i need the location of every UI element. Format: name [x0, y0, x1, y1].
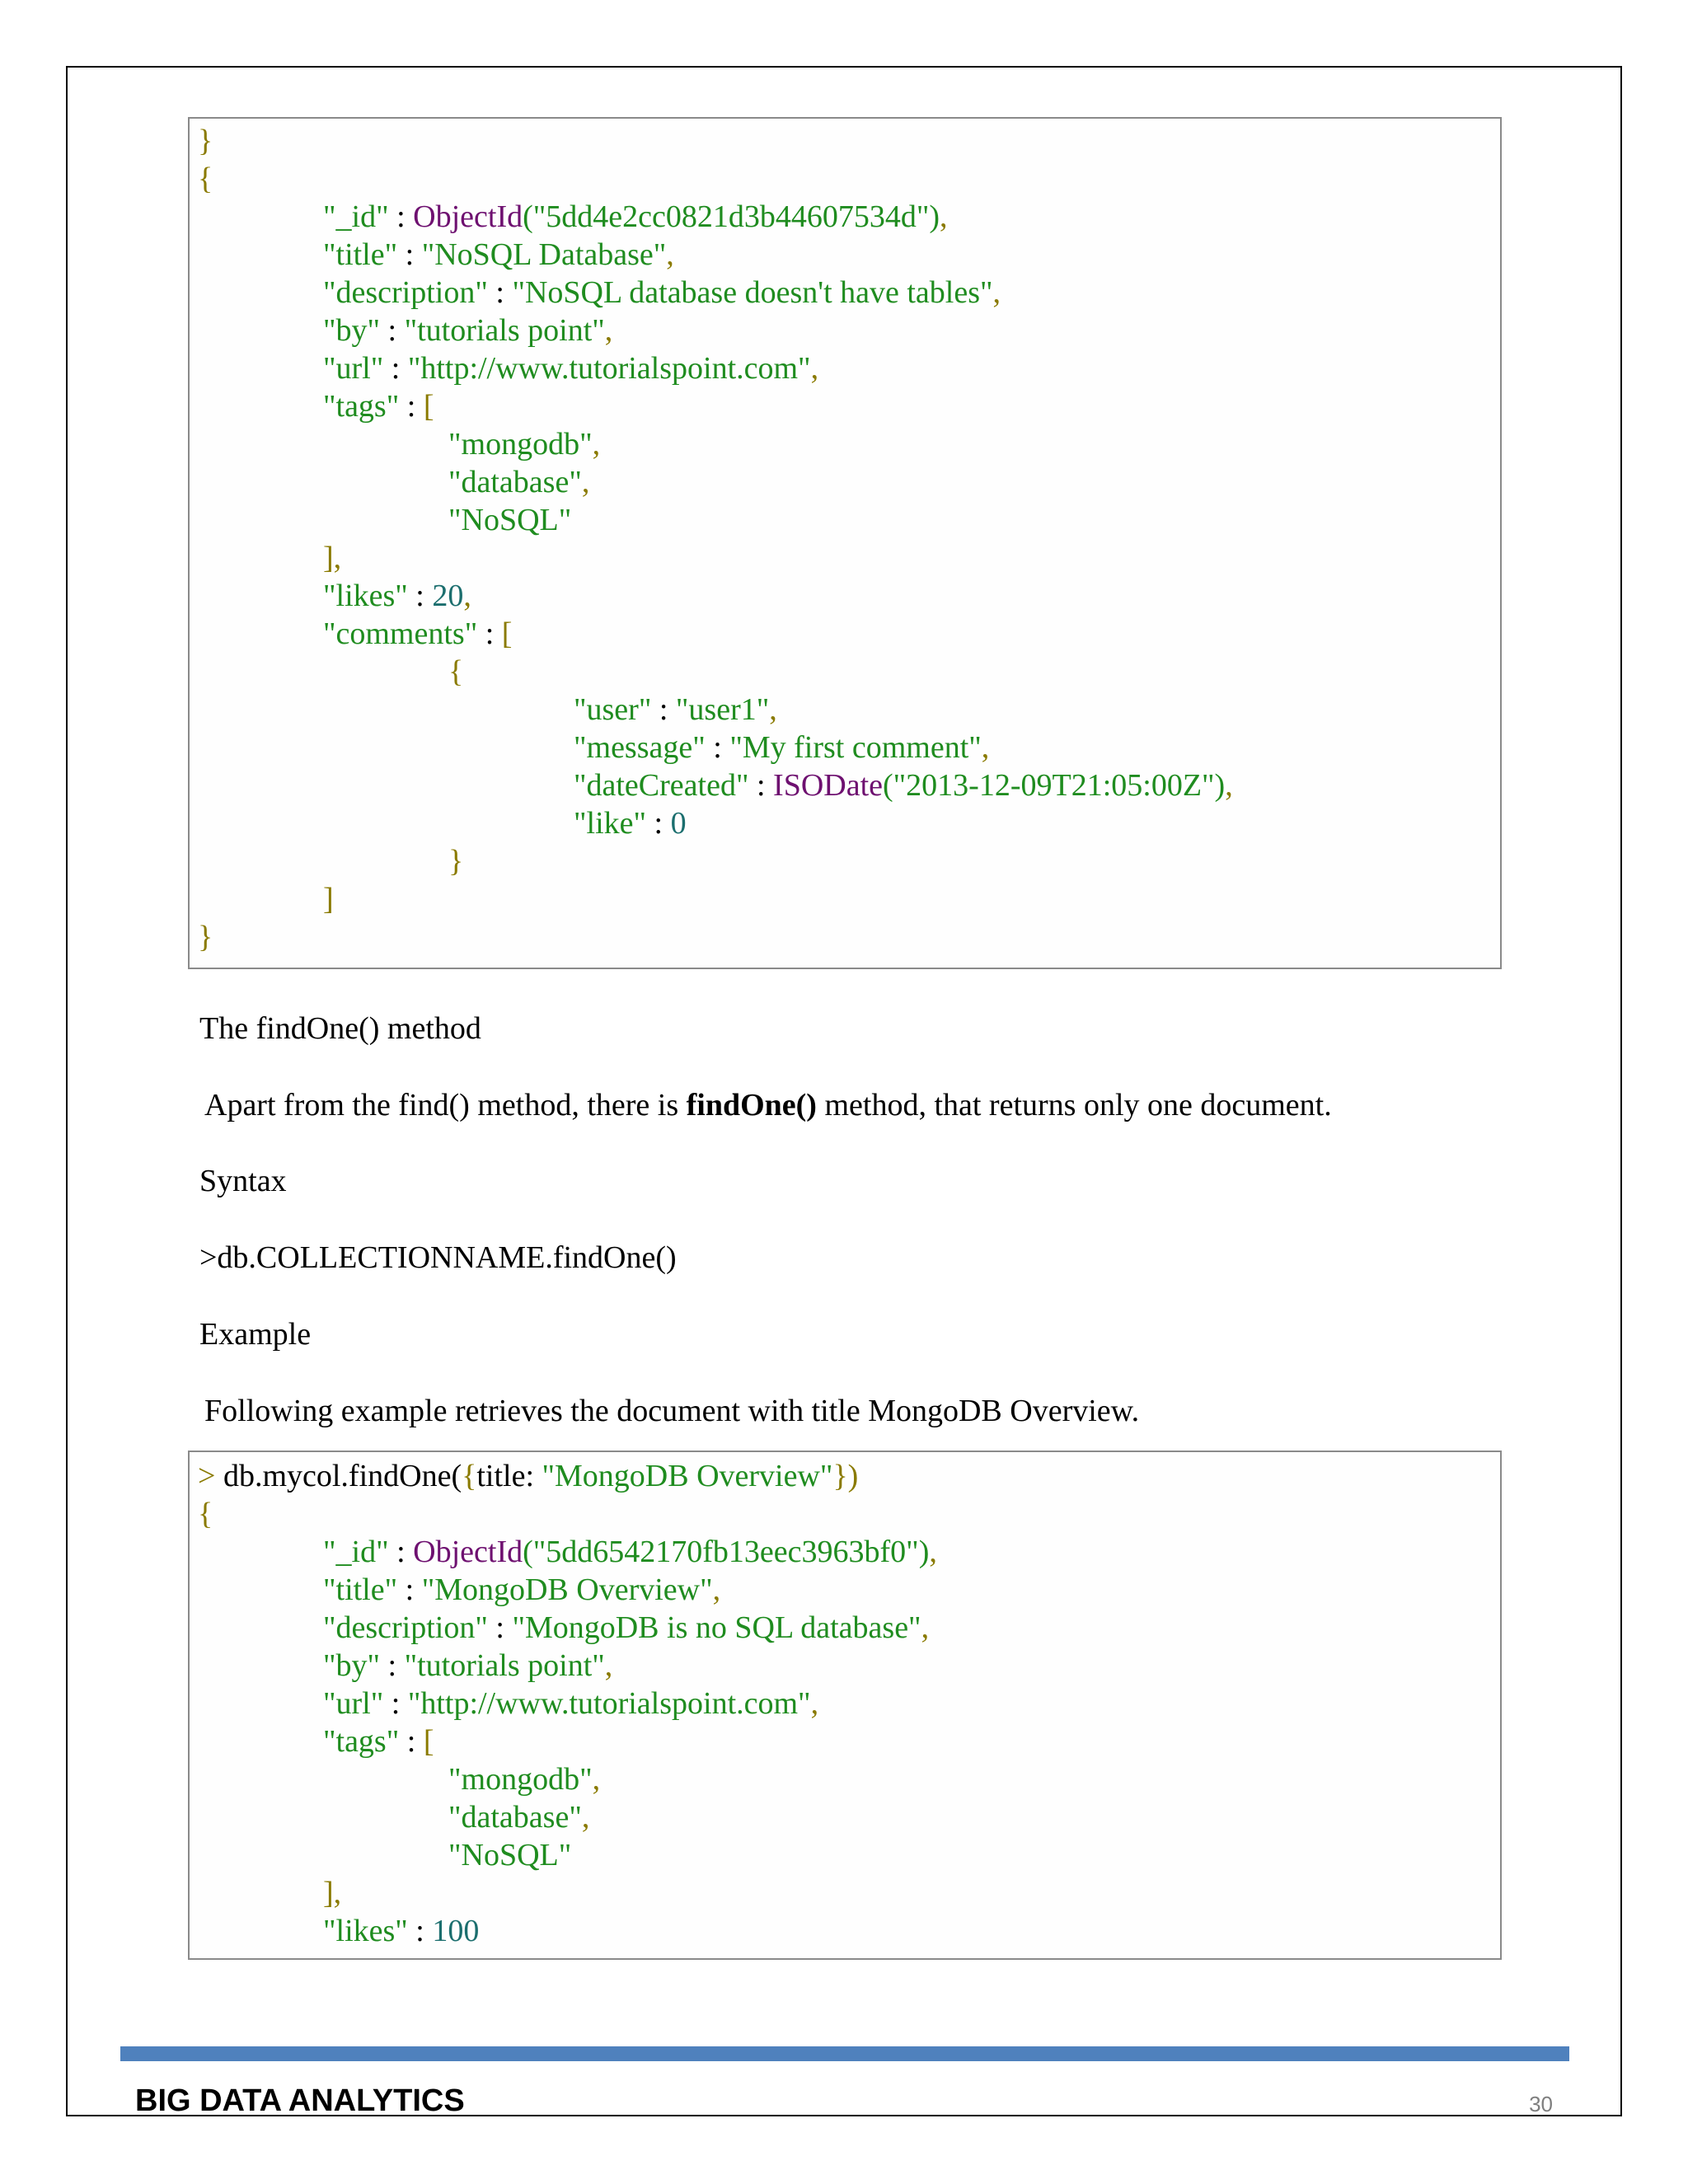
code-string: "http://www.tutorialspoint.com"	[407, 351, 811, 386]
code-string: "MongoDB Overview"	[421, 1572, 713, 1607]
code-colon: :	[407, 1914, 433, 1948]
code-line	[323, 615, 512, 653]
code-line	[448, 842, 463, 880]
code-line	[448, 1798, 589, 1836]
command-line	[198, 1457, 858, 1495]
code-key: "description"	[323, 275, 488, 310]
code-argument: ("5dd6542170fb13eec3963bf0")	[523, 1535, 930, 1569]
code-colon: :	[646, 806, 671, 841]
code-colon: :	[487, 275, 513, 310]
code-line	[323, 1722, 434, 1760]
code-comma: ,	[769, 692, 777, 727]
code-key: "like"	[574, 806, 647, 841]
code-string: "database"	[448, 1800, 582, 1835]
code-string: "tutorials point"	[404, 1648, 605, 1683]
code-punctuation: {	[198, 1497, 213, 1531]
code-comma: ,	[463, 579, 471, 613]
code-colon: :	[397, 1572, 422, 1607]
intro-before: Apart from the find() method, there is	[204, 1088, 687, 1122]
code-comma: ,	[581, 1800, 590, 1835]
code-comma: ,	[810, 351, 819, 386]
example-label: Example	[199, 1317, 312, 1352]
code-comma: ,	[604, 1648, 613, 1683]
code-key: "description"	[323, 1610, 488, 1645]
syntax-label: Syntax	[199, 1164, 287, 1198]
code-colon: :	[388, 1535, 414, 1569]
code-string: "http://www.tutorialspoint.com"	[407, 1686, 811, 1721]
code-colon: :	[399, 389, 424, 424]
code-key: "message"	[574, 730, 706, 765]
code-line	[448, 425, 600, 463]
code-colon: :	[705, 730, 730, 765]
code-line	[323, 312, 612, 349]
page-number: 30	[1529, 2092, 1553, 2116]
command-call: db.mycol.findOne(	[223, 1459, 462, 1493]
code-line	[323, 349, 818, 387]
code-key: "by"	[323, 1648, 381, 1683]
code-colon: :	[383, 1686, 408, 1721]
code-string: "mongodb"	[448, 1762, 593, 1797]
code-key: "by"	[323, 313, 381, 348]
code-colon: :	[380, 1648, 405, 1683]
code-string: "mongodb"	[448, 427, 593, 462]
code-function: ObjectId	[413, 199, 523, 234]
code-string: "My first comment"	[729, 730, 982, 765]
command-value: "MongoDB Overview"	[542, 1459, 833, 1493]
code-punctuation: {	[448, 654, 464, 689]
code-argument: ("2013-12-09T21:05:00Z")	[883, 768, 1226, 803]
code-comma: ,	[940, 199, 948, 234]
code-comma: ,	[581, 465, 590, 499]
code-punctuation: ]	[323, 882, 334, 916]
code-comma: ,	[981, 730, 990, 765]
code-comma: ,	[592, 1762, 601, 1797]
code-punctuation: [	[423, 389, 434, 424]
code-string: "MongoDB is no SQL database"	[512, 1610, 921, 1645]
code-comma: ,	[992, 275, 1001, 310]
code-line	[448, 1760, 600, 1798]
code-comma: ,	[810, 1686, 819, 1721]
code-line	[323, 236, 674, 274]
code-colon: :	[399, 1724, 424, 1759]
code-comma: ,	[1225, 768, 1233, 803]
code-key: "url"	[323, 1686, 384, 1721]
code-line	[323, 387, 434, 425]
code-comma: ,	[666, 237, 674, 272]
command-open-brace: {	[462, 1459, 477, 1493]
code-comma: ,	[929, 1535, 937, 1569]
code-line	[448, 1836, 571, 1874]
code-string: "user1"	[675, 692, 770, 727]
code-key: "_id"	[323, 199, 389, 234]
code-function: ObjectId	[413, 1535, 523, 1569]
code-line	[198, 918, 213, 956]
code-colon: :	[477, 616, 502, 651]
footer-title: BIG DATA ANALYTICS	[135, 2083, 465, 2118]
code-key: "user"	[574, 692, 652, 727]
command-prompt: >	[198, 1459, 223, 1493]
code-key: "tags"	[323, 389, 400, 424]
code-line	[323, 1912, 479, 1950]
code-line	[323, 577, 471, 615]
code-line	[323, 1647, 612, 1685]
code-line	[323, 539, 341, 577]
code-line	[323, 880, 334, 918]
code-punctuation: ],	[323, 1876, 342, 1910]
code-line	[323, 1571, 720, 1609]
code-key: "comments"	[323, 616, 478, 651]
code-line	[323, 274, 1001, 312]
code-line	[198, 160, 213, 198]
code-colon: :	[748, 768, 774, 803]
code-punctuation: [	[423, 1724, 434, 1759]
code-colon: :	[407, 579, 433, 613]
code-line	[448, 463, 589, 501]
code-colon: :	[383, 351, 408, 386]
code-key: "tags"	[323, 1724, 400, 1759]
command-close: })	[832, 1459, 859, 1493]
code-line	[448, 501, 571, 539]
code-punctuation: ],	[323, 541, 342, 575]
example-description: Following example retrieves the document with title MongoDB Overview.	[204, 1394, 1140, 1428]
intro-paragraph	[204, 1086, 1332, 1124]
code-argument: ("5dd4e2cc0821d3b44607534d")	[523, 199, 940, 234]
code-string: "database"	[448, 465, 582, 499]
code-string: "NoSQL database doesn't have tables"	[512, 275, 993, 310]
code-line	[323, 1609, 929, 1647]
code-line	[574, 691, 777, 729]
code-function: ISODate	[773, 768, 884, 803]
code-comma: ,	[712, 1572, 721, 1607]
code-string: "NoSQL"	[448, 503, 572, 537]
code-line	[198, 1495, 213, 1533]
code-punctuation: }	[198, 124, 213, 158]
code-block-document-output	[188, 117, 1502, 969]
section-heading: The findOne() method	[199, 1011, 481, 1046]
code-key: "dateCreated"	[574, 768, 749, 803]
code-number: 100	[432, 1914, 480, 1948]
code-colon: :	[487, 1610, 513, 1645]
code-string: "NoSQL Database"	[421, 237, 667, 272]
code-string: "NoSQL"	[448, 1838, 572, 1872]
intro-bold-method: findOne()	[686, 1088, 817, 1122]
code-punctuation: {	[198, 162, 213, 196]
code-line	[198, 122, 213, 160]
code-line	[323, 198, 948, 236]
command-field: title:	[476, 1459, 542, 1493]
code-key: "title"	[323, 1572, 398, 1607]
code-key: "url"	[323, 351, 384, 386]
code-colon: :	[651, 692, 676, 727]
code-line	[574, 804, 687, 842]
code-line	[574, 729, 989, 766]
code-line	[448, 653, 463, 691]
code-punctuation: [	[501, 616, 513, 651]
code-colon: :	[397, 237, 422, 272]
code-comma: ,	[921, 1610, 930, 1645]
code-punctuation: }	[448, 844, 464, 879]
code-key: "likes"	[323, 579, 408, 613]
code-comma: ,	[592, 427, 601, 462]
syntax-code: >db.COLLECTIONNAME.findOne()	[199, 1240, 677, 1275]
code-key: "likes"	[323, 1914, 408, 1948]
footer-bar	[120, 2046, 1569, 2061]
code-line	[323, 1685, 818, 1722]
code-line	[323, 1874, 341, 1912]
code-line	[323, 1533, 937, 1571]
code-colon: :	[388, 199, 414, 234]
code-key: "_id"	[323, 1535, 389, 1569]
code-block-findone-example	[188, 1451, 1502, 1960]
code-punctuation: }	[198, 920, 213, 954]
code-key: "title"	[323, 237, 398, 272]
code-colon: :	[380, 313, 405, 348]
intro-after: method, that returns only one document.	[816, 1088, 1332, 1122]
code-number: 0	[670, 806, 687, 841]
code-number: 20	[432, 579, 464, 613]
code-line	[574, 766, 1233, 804]
code-comma: ,	[604, 313, 613, 348]
code-string: "tutorials point"	[404, 313, 605, 348]
